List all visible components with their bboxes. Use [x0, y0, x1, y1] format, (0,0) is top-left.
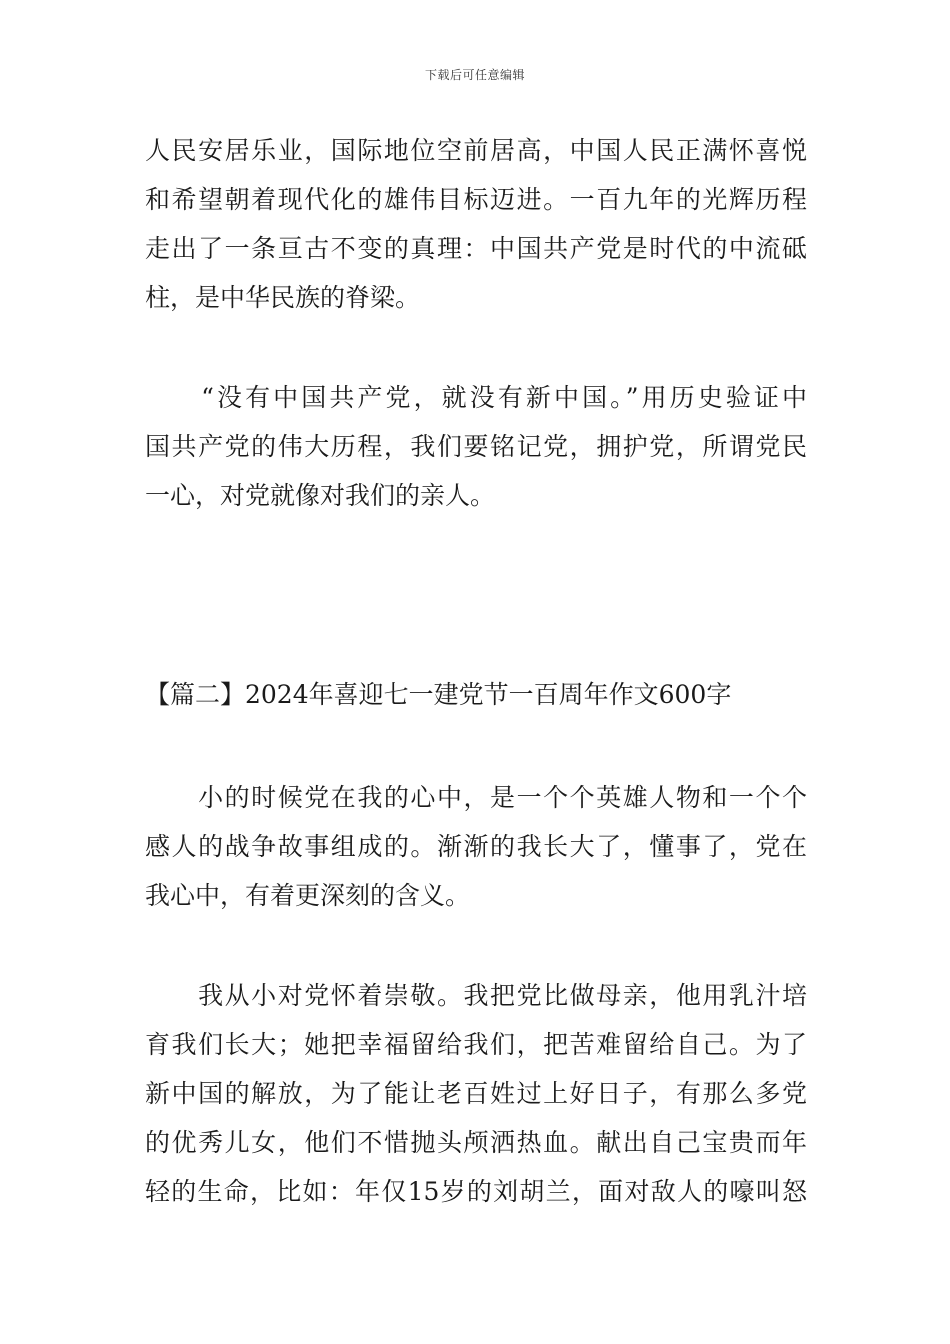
- paragraph-line: 感人的战争故事组成的。渐渐的我长大了，懂事了，党在: [145, 832, 807, 861]
- paragraph-line: 走出了一条亘古不变的真理：中国共产党是时代的中流砥: [145, 234, 807, 263]
- paragraph-line: 新中国的解放，为了能让老百姓过上好日子，有那么多党: [145, 1079, 807, 1108]
- section-heading: 【篇二】2024年喜迎七一建党节一百周年作文600字: [145, 680, 732, 709]
- paragraph-line: 和希望朝着现代化的雄伟目标迈进。一百九年的光辉历程: [145, 185, 807, 214]
- paragraph-line: 小的时候党在我的心中，是一个个英雄人物和一个个: [145, 783, 807, 812]
- paragraph-line: 育我们长大；她把幸福留给我们，把苦难留给自己。为了: [145, 1030, 807, 1059]
- header-note: 下载后可任意编辑: [424, 68, 525, 82]
- paragraph-line: 我从小对党怀着崇敬。我把党比做母亲，他用乳汁培: [145, 981, 807, 1010]
- paragraph-line: 一心，对党就像对我们的亲人。: [145, 481, 496, 510]
- paragraph-line: 我心中，有着更深刻的含义。: [145, 881, 471, 910]
- paragraph-line: 人民安居乐业，国际地位空前居高，中国人民正满怀喜悦: [145, 136, 807, 165]
- paragraph-line: “没有中国共产党，就没有新中国。”用历史验证中: [145, 383, 807, 412]
- section-paragraph-2: [145, 971, 807, 1216]
- paragraph-line: 轻的生命，比如：年仅15岁的刘胡兰，面对敌人的嚎叫怒: [145, 1177, 807, 1206]
- paragraph-line: 的优秀儿女，他们不惜抛头颅洒热血。献出自己宝贵而年: [145, 1128, 807, 1157]
- section-paragraph-1: [145, 773, 807, 920]
- paragraph-line: 国共产党的伟大历程，我们要铭记党，拥护党，所谓党民: [145, 432, 807, 461]
- paragraph-line: 柱，是中华民族的脊梁。: [145, 283, 421, 312]
- paragraph-1: [145, 126, 807, 322]
- paragraph-2: [145, 373, 807, 520]
